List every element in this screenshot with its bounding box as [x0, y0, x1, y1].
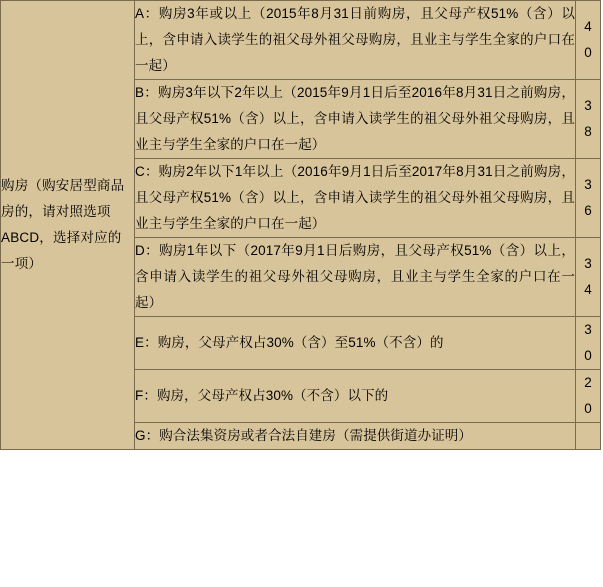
option-description: C：购房2年以下1年以上（2016年9月1日后至2017年8月31日之前购房，且父母产权51%（含）以上，含申请入读学生的祖父母外祖父母购房，且业主与学生全家的户口在一起）: [135, 159, 576, 238]
row-category-text: 购房（购安居型商品房的，请对照选项ABCD，选择对应的一项）: [1, 178, 125, 271]
option-score: [576, 80, 601, 159]
option-description: B：购房3年以下2年以上（2015年9月1日后至2016年8月31日之前购房，且父母产权51%（含）以上，含申请入读学生的祖父母外祖父母购房，且业主与学生全家的户口在一起）: [135, 80, 576, 159]
option-description: G：购合法集资房或者合法自建房（需提供街道办证明）: [135, 423, 576, 450]
option-description: F：购房，父母产权占30%（不含）以下的: [135, 370, 576, 423]
option-score: [576, 159, 601, 238]
option-score: [576, 317, 601, 370]
score-value: 3 6: [584, 177, 592, 218]
score-value: 3 8: [584, 98, 592, 139]
option-description: D：购房1年以下（2017年9月1日后购房，且父母产权51%（含）以上，含申请入读学生的祖父母外祖父母购房，且业主与学生全家的户口在一起）: [135, 238, 576, 317]
table-row: [1, 1, 601, 80]
option-score: [576, 1, 601, 80]
option-description: A：购房3年或以上（2015年8月31日前购房，且父母产权51%（含）以上，含申请入读学生的祖父母外祖父母购房，且业主与学生全家的户口在一起）: [135, 1, 576, 80]
option-score: [576, 370, 601, 423]
option-score: [576, 238, 601, 317]
option-score: [576, 423, 601, 450]
row-category-label: [1, 1, 135, 450]
score-value: 2 0: [584, 375, 592, 416]
table-body: [1, 1, 601, 450]
score-value: 3 4: [584, 256, 592, 297]
score-value: 4 0: [584, 19, 592, 60]
score-value: 3 0: [584, 322, 592, 363]
option-description: E：购房，父母产权占30%（含）至51%（不含）的: [135, 317, 576, 370]
